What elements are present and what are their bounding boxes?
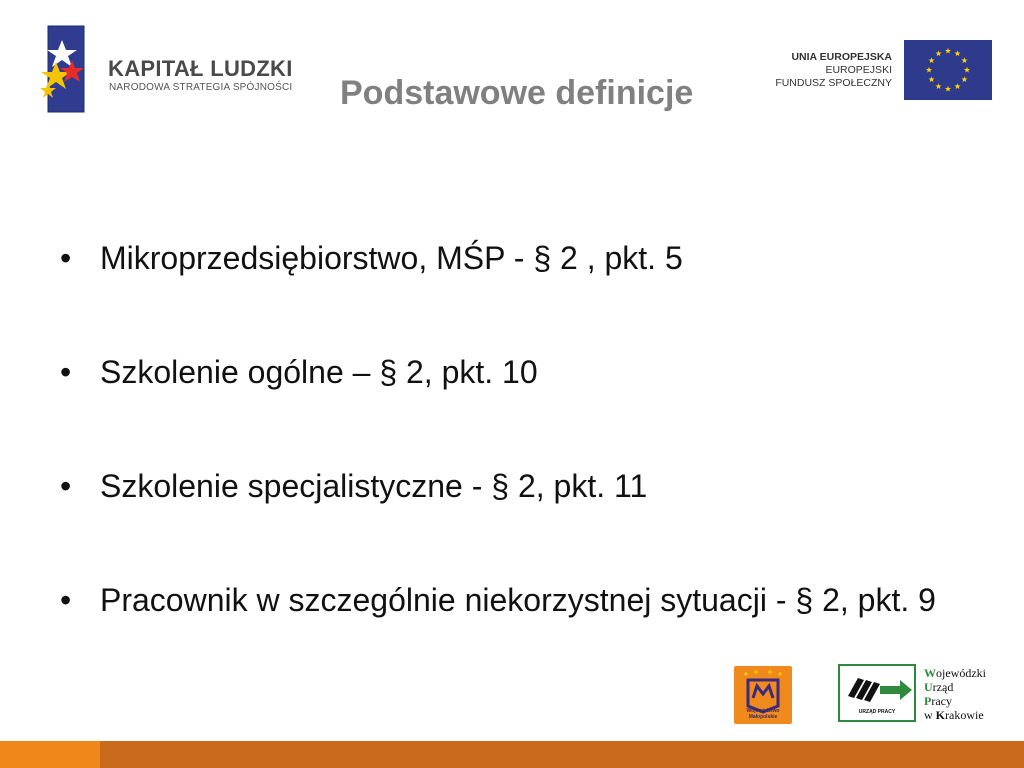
wup-line-1-rest: ojewódzki — [936, 666, 986, 680]
wup-line-4-prefix: w — [924, 708, 936, 722]
malopolska-logo — [734, 666, 792, 724]
kapital-ludzki-subtitle: NARODOWA STRATEGIA SPÓJNOŚCI — [109, 82, 293, 93]
list-item-text: Szkolenie specjalistyczne - § 2, pkt. 11 — [100, 468, 648, 504]
wup-line-2-initial: U — [924, 680, 933, 694]
eu-logo-text — [775, 51, 892, 90]
list-item-text: Mikroprzedsiębiorstwo, MŚP - § 2 , pkt. 5 — [100, 240, 683, 276]
wup-logo-box — [838, 664, 916, 722]
wup-arrow-icon — [844, 672, 914, 704]
wup-line-3-initial: P — [924, 694, 932, 708]
page-title: Podstawowe definicje — [340, 74, 694, 112]
eu-logo-line3: FUNDUSZ SPOŁECZNY — [775, 77, 892, 89]
eu-logo-line1: UNIA EUROPEJSKA — [791, 51, 892, 63]
bullet-icon: • — [60, 582, 72, 618]
wup-line-1-initial: W — [924, 666, 936, 680]
bullet-icon: • — [60, 354, 72, 390]
list-item-text: Pracownik w szczególnie niekorzystnej sytuacji - § 2, pkt. 9 — [100, 582, 936, 618]
wup-logo — [838, 664, 1000, 724]
wup-line-4-initial: K — [935, 708, 946, 722]
wup-line-3-rest: racy — [931, 694, 952, 708]
wup-logo-text — [924, 666, 986, 722]
definition-list — [58, 238, 978, 620]
list-item — [58, 466, 978, 506]
kapital-ludzki-logo — [34, 22, 304, 118]
footer-bar-accent — [0, 741, 100, 768]
wup-line-3 — [924, 694, 986, 708]
eu-logo — [760, 40, 1000, 102]
footer-bar — [100, 741, 1024, 768]
malopolska-caption: Województwo Małopolskie — [746, 708, 780, 720]
eu-flag-icon — [904, 40, 992, 100]
wup-line-1 — [924, 666, 986, 680]
kapital-ludzki-star-emblem-icon — [34, 22, 94, 116]
kapital-ludzki-title: KAPITAŁ LUDZKI — [108, 56, 293, 81]
wup-line-4-rest: rakowie — [945, 708, 984, 722]
list-item — [58, 580, 978, 620]
wup-line-2 — [924, 680, 986, 694]
wup-box-caption: URZĄD PRACY — [858, 709, 896, 715]
wup-line-4 — [924, 708, 986, 722]
list-item — [58, 352, 978, 392]
eu-logo-line2: EUROPEJSKI — [825, 64, 892, 76]
bullet-icon: • — [60, 240, 72, 276]
wup-line-2-rest: rząd — [932, 680, 954, 694]
bullet-icon: • — [60, 468, 72, 504]
list-item — [58, 238, 978, 278]
list-item-text: Szkolenie ogólne – § 2, pkt. 10 — [100, 354, 538, 390]
